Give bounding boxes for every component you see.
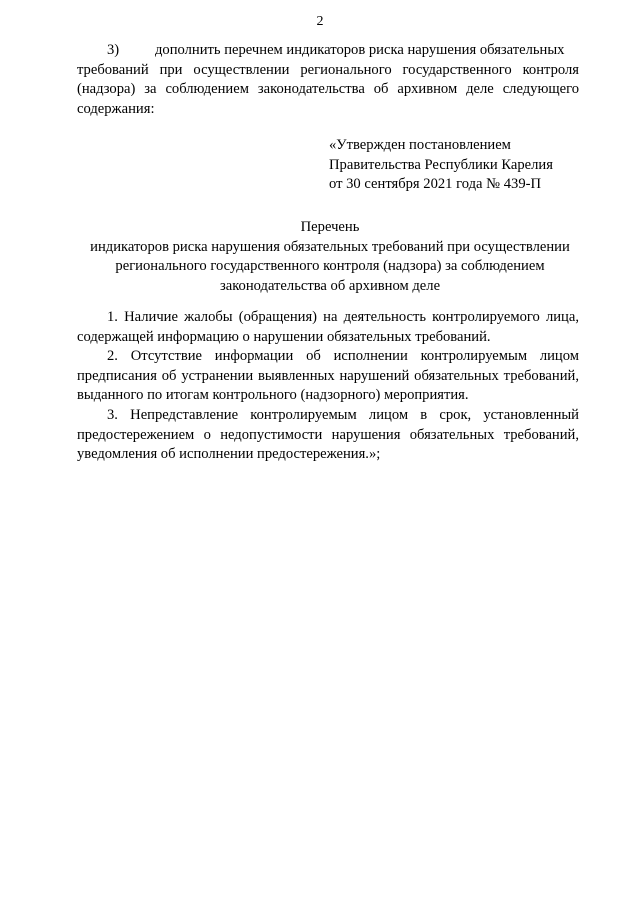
approval-line: «Утвержден постановлением (329, 137, 511, 153)
approval-line: от 30 сентября 2021 года № 439-П (329, 176, 542, 193)
amendment-line: требований при осуществлении регионального государственного контроля (77, 61, 579, 78)
indicator-list (77, 308, 579, 465)
indicator-item: 3. Непредставление контролируемым лицом в срок, установленный предостережением о недопустимости нарушения обязательных требований, уведомления об исполнении предостережения.»; (77, 406, 579, 463)
list-subtitle-line: законодательства об архивном деле (219, 277, 441, 294)
approval-line: Правительства Республики Карелия (329, 156, 553, 173)
page-number: 2 (316, 14, 324, 29)
amendment-first-line-text: дополнить перечнем индикаторов риска нарушения обязательных (155, 42, 565, 58)
list-subtitle-line: регионального государственного контроля (надзора) за соблюдением (115, 258, 545, 275)
indicator-item: 2. Отсутствие информации об исполнении контролируемым лицом предписания об устранении выявленных нарушений обязательных требований, выданного по итогам контрольного (надзорного) мероприятия. (77, 348, 579, 404)
list-subtitle-line: индикаторов риска нарушения обязательных требований при осуществлении (90, 238, 570, 255)
amendment-first-line (77, 41, 579, 61)
list-heading: Перечень (300, 219, 360, 235)
indicator-item: 1. Наличие жалобы (обращения) на деятельность контролируемого лица, содержащей информацию о нарушении обязательных требований. (77, 309, 579, 345)
amendment-line: (надзора) за соблюдением законодательства об архивном деле следующего (77, 81, 579, 98)
amendment-paragraph (77, 41, 579, 119)
list-title (60, 218, 600, 296)
amendment-number: 3) (107, 42, 120, 58)
amendment-line: содержания: (77, 100, 155, 117)
approval-stamp (329, 136, 589, 195)
